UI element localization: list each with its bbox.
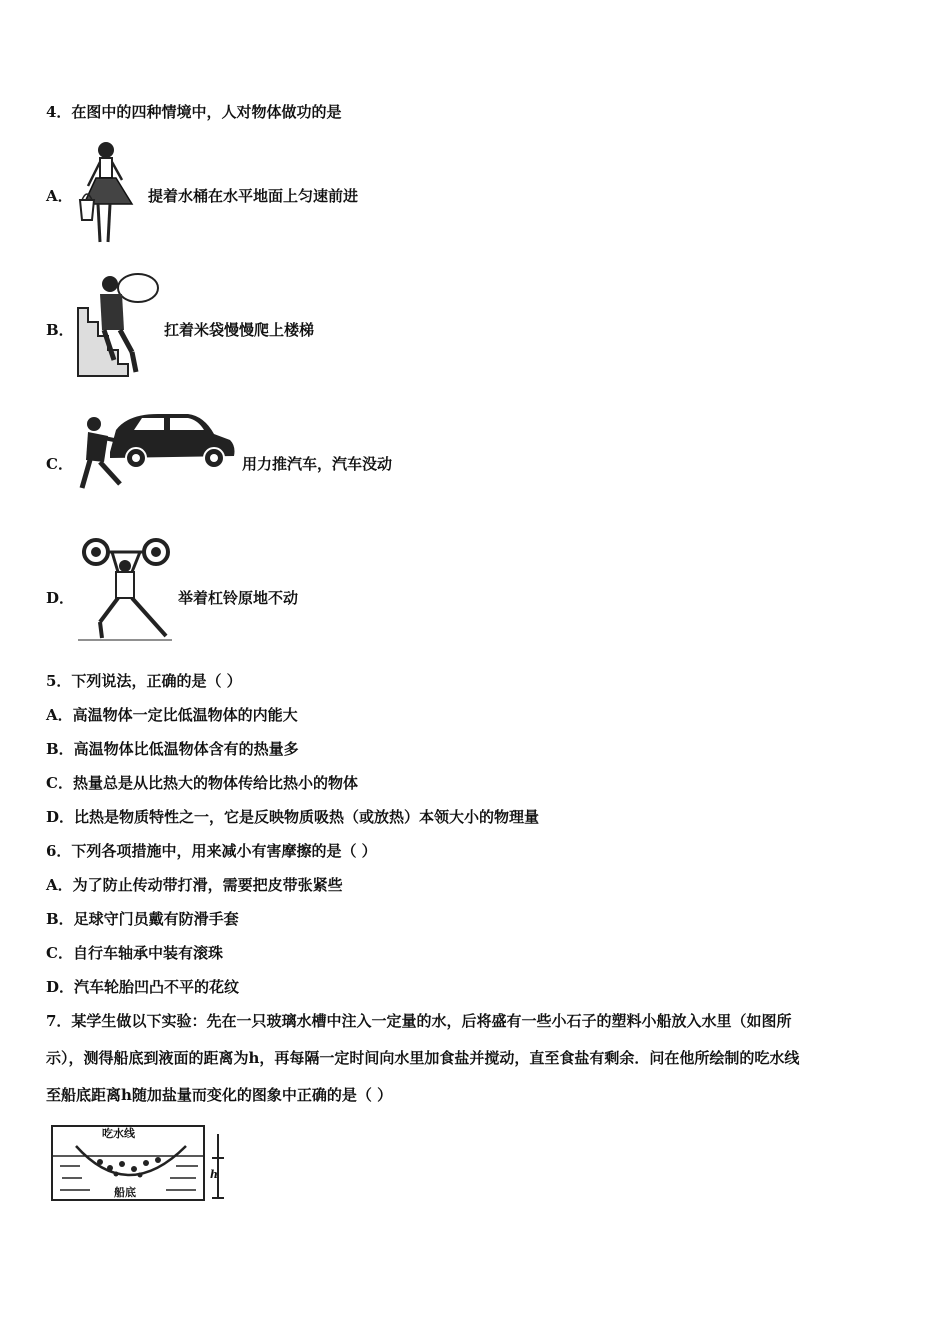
q4-option-b-letter: B． — [46, 321, 74, 339]
q6-stem: 6．下列各项措施中，用来减小有害摩擦的是（ ） — [46, 842, 377, 860]
man-pushing-car-figure — [76, 406, 238, 492]
h-label: h — [210, 1168, 218, 1181]
q4-option-d-letter: D． — [46, 589, 75, 607]
q6-option-d: D．汽车轮胎凹凸不平的花纹 — [46, 978, 240, 996]
waterline-label: 吃水线 — [102, 1127, 135, 1140]
man-carrying-rice-bag-figure — [74, 268, 162, 380]
q5-option-a: A．高温物体一定比低温物体的内能大 — [46, 706, 298, 724]
q5-option-c: C．热量总是从比热大的物体传给比热小的物体 — [46, 774, 358, 792]
q5-option-b: B．高温物体比低温物体含有的热量多 — [46, 740, 299, 758]
q4-option-a-letter: A． — [46, 187, 73, 205]
q6-option-b: B．足球守门员戴有防滑手套 — [46, 910, 239, 928]
q4-option-d-caption: 举着杠铃原地不动 — [178, 589, 299, 607]
girl-carrying-bucket-figure — [74, 138, 144, 248]
q4-option-c-letter: C． — [46, 455, 73, 473]
boat-in-tank-figure — [50, 1124, 226, 1204]
q7-line-3: 至船底距离h随加盐量而变化的图象中正确的是（ ） — [46, 1086, 393, 1104]
boat-in-tank-drawing — [50, 1124, 226, 1204]
q4-stem: 4．在图中的四种情境中，人对物体做功的是 — [46, 103, 342, 121]
q4-option-c-caption: 用力推汽车，汽车没动 — [242, 455, 393, 473]
q6-option-a: A．为了防止传动带打滑，需要把皮带张紧些 — [46, 876, 343, 894]
q7-line-2: 示），测得船底到液面的距离为h，再每隔一定时间向水里加食盐并搅动，直至食盐有剩余．问在他所绘制的吃水线 — [46, 1049, 800, 1067]
q5-stem: 5．下列说法，正确的是（ ） — [46, 672, 242, 690]
q4-option-a-caption: 提着水桶在水平地面上匀速前进 — [148, 187, 359, 205]
q6-option-c: C．自行车轴承中装有滚珠 — [46, 944, 223, 962]
q5-option-d: D．比热是物质特性之一，它是反映物质吸热（或放热）本领大小的物理量 — [46, 808, 540, 826]
q4-option-b-caption: 扛着米袋慢慢爬上楼梯 — [164, 321, 315, 339]
weightlifter-figure — [74, 536, 174, 644]
q7-line-1: 7．某学生做以下实验：先在一只玻璃水槽中注入一定量的水，后将盛有一些小石子的塑料小船放入水里（如图所 — [46, 1012, 792, 1030]
boat-bottom-label: 船底 — [114, 1186, 136, 1199]
